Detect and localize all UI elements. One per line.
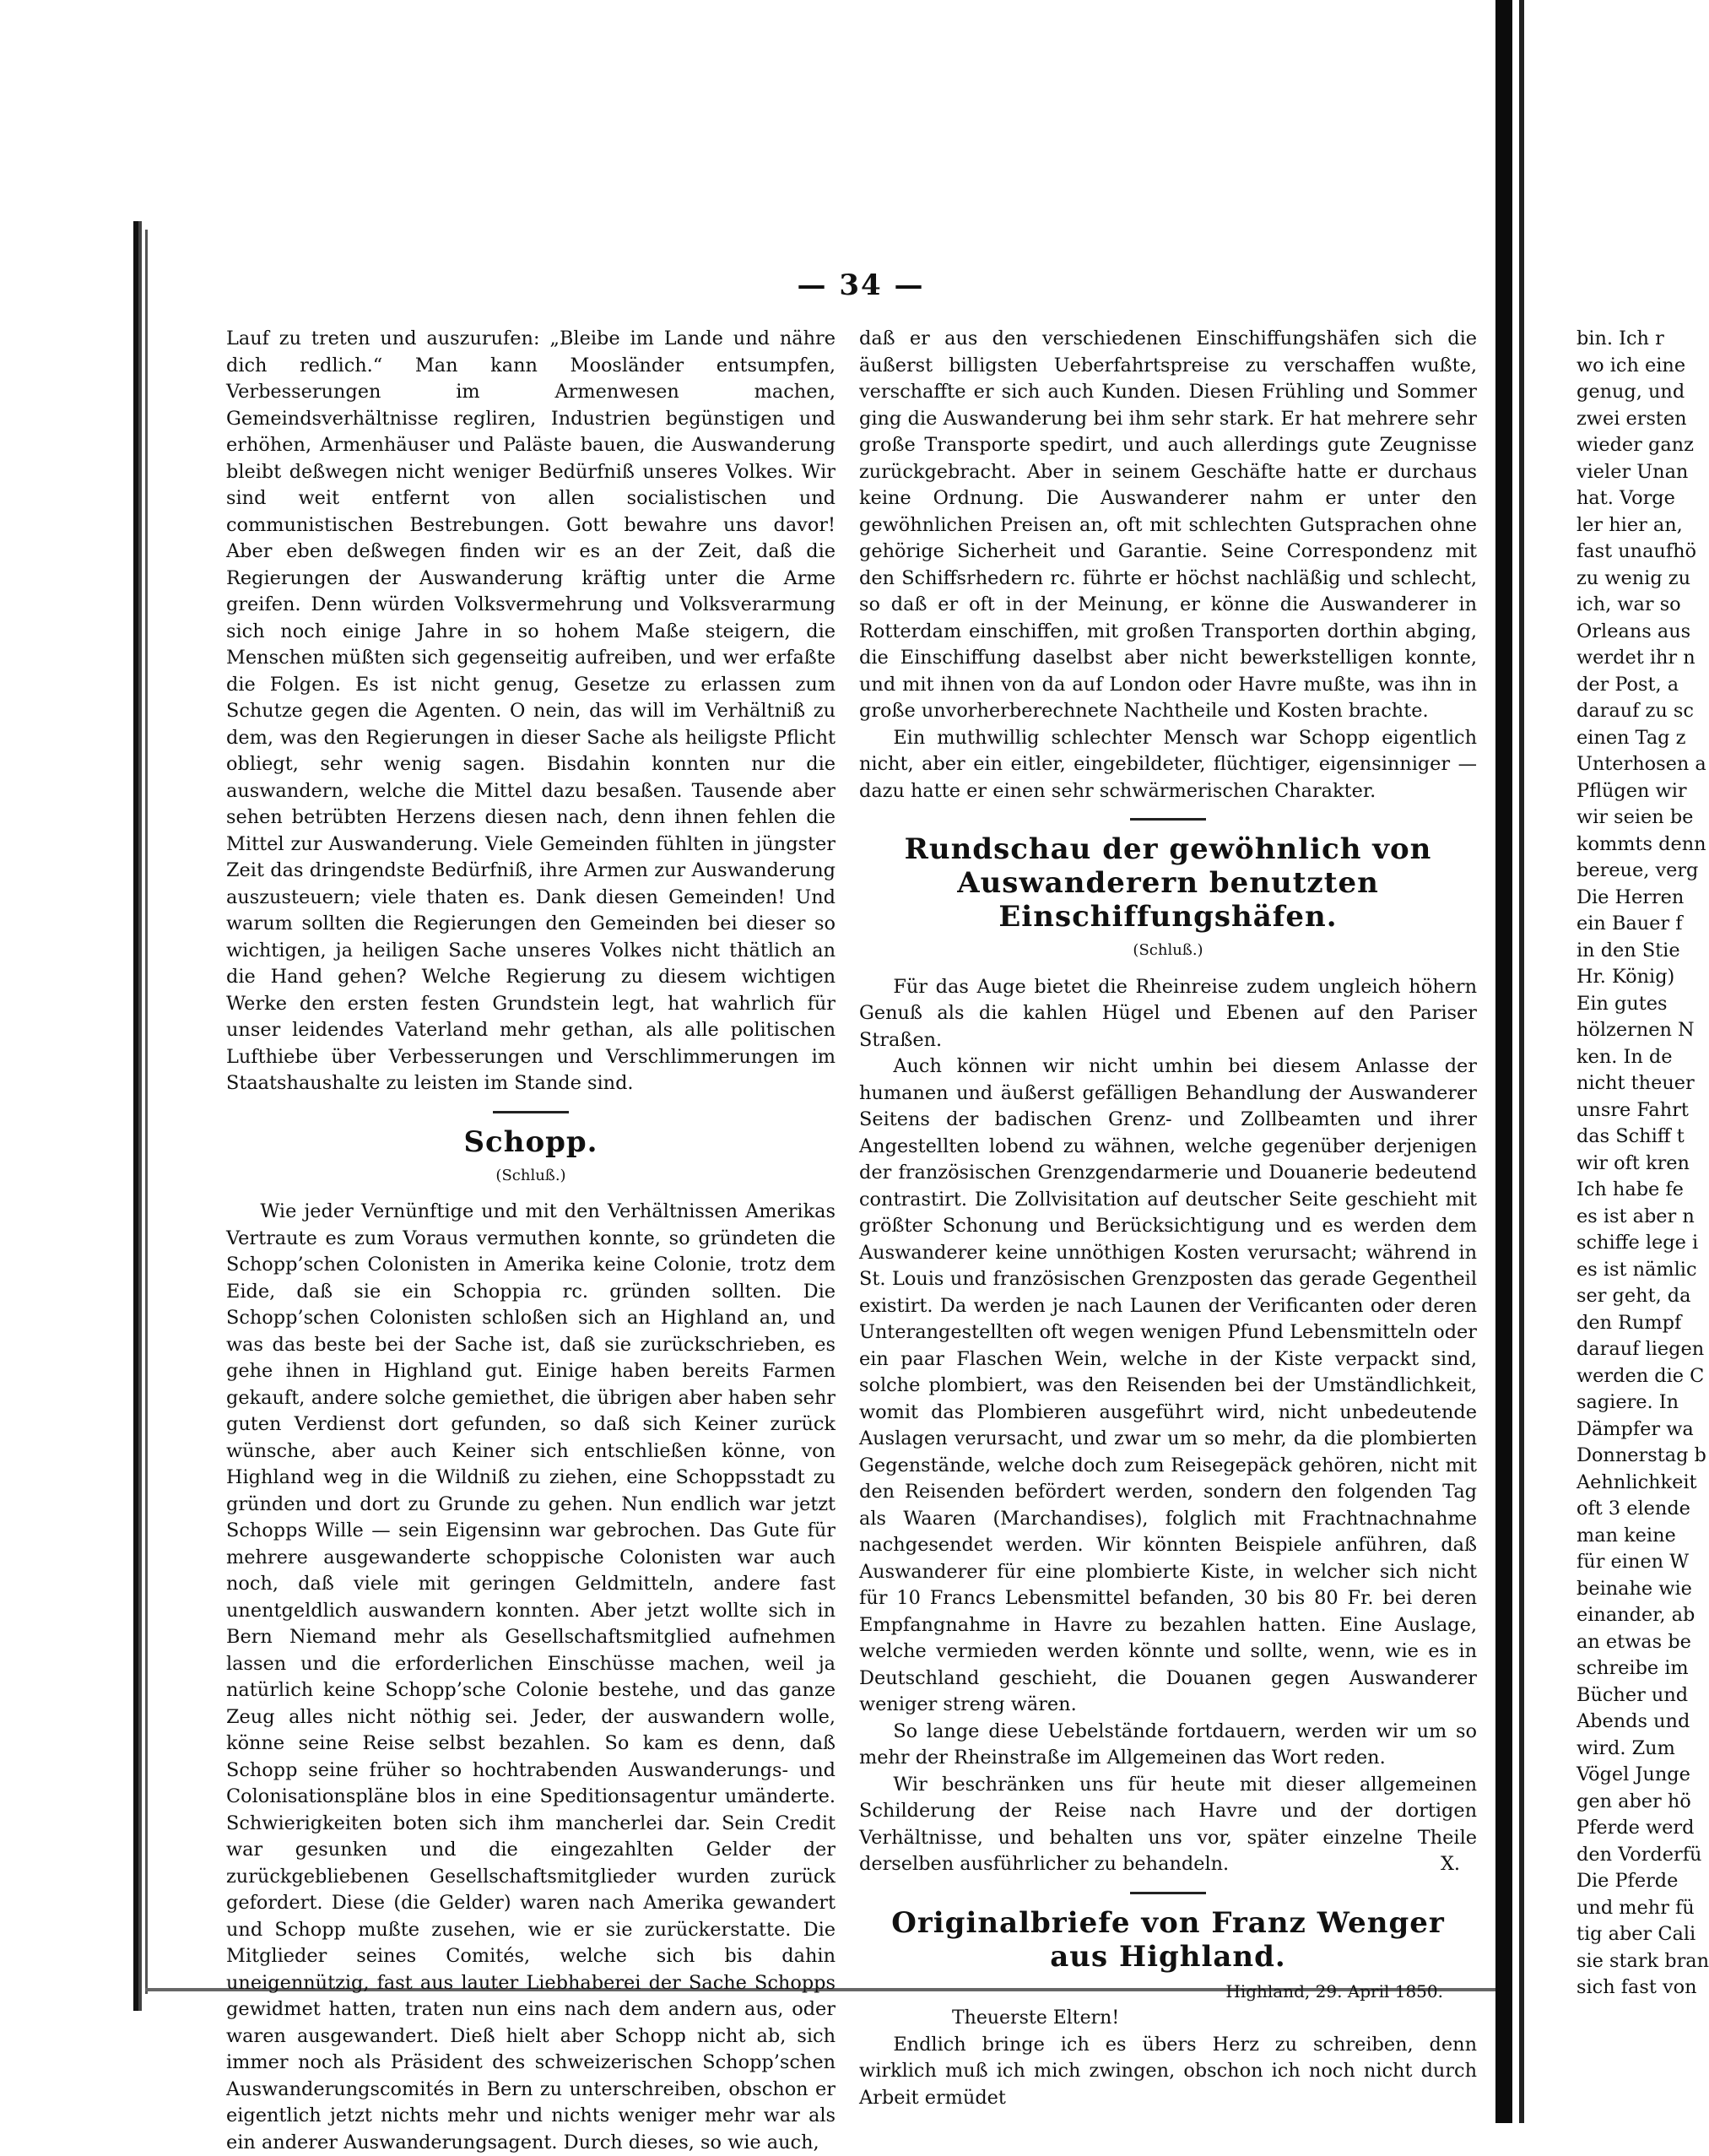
cropped-line: ich, war so xyxy=(1576,593,1681,615)
cropped-line: wir oft kren xyxy=(1576,1151,1690,1174)
cropped-line: schiffe lege i xyxy=(1576,1232,1699,1254)
paragraph-schopp-end: Ein muthwillig schlechter Mensch war Schopp eigentlich nicht, aber ein eitler, eingebildeter, flüchtiger, eigensinniger — dazu hatte er einen sehr schwärmerischen Charakter. xyxy=(859,726,1477,802)
paragraph-rundschau-4 xyxy=(859,1772,1477,1878)
cropped-line: kommts denn xyxy=(1576,832,1706,855)
cropped-line: Abends und xyxy=(1576,1710,1690,1732)
cropped-line: den Rumpf xyxy=(1576,1311,1682,1334)
letter-dateline: Highland, 29. April 1850. xyxy=(1225,1980,1443,2002)
cropped-line: ler hier an, xyxy=(1576,513,1683,536)
cropped-line: und mehr fü xyxy=(1576,1896,1695,1919)
column-middle xyxy=(859,326,1477,2111)
cropped-line: zwei ersten xyxy=(1576,407,1687,430)
cropped-line: wird. Zum xyxy=(1576,1736,1675,1759)
cropped-line: einen Tag z xyxy=(1576,726,1686,749)
cropped-line: Die Herren xyxy=(1576,886,1685,908)
column-right-cropped xyxy=(1576,326,1709,2002)
cropped-line: vieler Unan xyxy=(1576,460,1689,483)
cropped-line: für einen W xyxy=(1576,1551,1690,1573)
cropped-line: an etwas be xyxy=(1576,1630,1691,1653)
article-title-rundschau: Rundschau der gewöhnlich von Auswanderern benutzten Einschiffungshäfen. xyxy=(904,832,1432,934)
cropped-line: sagiere. In xyxy=(1576,1391,1679,1413)
cropped-line: werden die C xyxy=(1576,1364,1705,1387)
cropped-line: Vögel Junge xyxy=(1576,1763,1690,1785)
cropped-line: man keine xyxy=(1576,1524,1676,1547)
cropped-line: bereue, verg xyxy=(1576,859,1699,881)
cropped-line: darauf liegen xyxy=(1576,1338,1705,1360)
cropped-line: wir seien be xyxy=(1576,806,1694,828)
cropped-line: sich fast von xyxy=(1576,1976,1697,1998)
article-title-schopp: Schopp. xyxy=(463,1124,598,1159)
gutter-bar xyxy=(1495,0,1512,2123)
paragraph-schopp-continued: daß er aus den verschiedenen Einschiffungshäfen sich die äußerst billigsten Ueberfahrtspreise zu verschaffen wußte, verschaffte er sich auch Kunden. Diesen Frühling und Sommer ging die Auswanderung bei ihm sehr stark. Er hat mehrere sehr große Transporte spedirt, und auch allerdings gute Zeugnisse zurückgebracht. Aber in seinem Geschäfte hatte er durchaus keine Ordnung. Die Auswanderer nahm er unter den gewöhnlichen Preisen an, oft mit schlechten Gutsprachen ohne gehörige Sicherheit und Garantie. Seine Correspondenz mit den Schiffsrhedern rc. führte er höchst nachläßig und schlecht, so daß er oft in der Meinung, er könne die Auswanderer in Rotterdam einschiffen, mit großen Transporten dorthin abging, die Einschiffung daselbst aber nicht bewerkstelligen konnte, und mit ihnen von da auf London oder Havre mußte, was ihn in große unvorherberechnete Nachtheile und Kosten brachte. xyxy=(859,328,1477,722)
article-subtitle-rundschau: (Schluß.) xyxy=(1133,941,1203,959)
cropped-line: wieder ganz xyxy=(1576,434,1694,456)
cropped-line: nicht theuer xyxy=(1576,1072,1695,1094)
cropped-line: es ist nämlic xyxy=(1576,1258,1697,1281)
paragraph-emigration-appeal: Lauf zu treten und auszurufen: „Bleibe im Lande und nähre dich redlich.“ Man kann Moosländer entsumpfen, Verbesserungen im Armenwesen machen, Gemeindsverhältnisse regliren, Industrien begünstigen und erhöhen, Armenhäuser und Paläste bauen, die Auswanderung bleibt deßwegen nicht weniger Bedürfniß unseres Volkes. Wir sind weit entfernt von allen socialistischen und communistischen Bestrebungen. Gott bewahre uns davor! Aber eben deßwegen finden wir es an der Zeit, daß die Regierungen der Auswanderung kräftig unter die Arme greifen. Denn würden Volksvermehrung und Volksverarmung sich noch einige Jahre in so hohem Maße steigern, die Menschen müßten sich gegenseitig aufreiben, und wer erfaßte die Folgen. Es ist nicht genug, Gesetze zu erlassen zum Schutze gegen die Agenten. O nein, das will im Verhältniß zu dem, was den Regierungen in dieser Sache als heiligste Pflicht obliegt, sehr wenig sagen. Bisdahin konnten nur die auswandern, welche die Mittel dazu besaßen. Tausende aber sehen betrübten Herzens diesen nach, denn ihnen fehlen die Mittel zur Auswanderung. Viele Gemeinden fühlten in jüngster Zeit das dringendste Bedürfniß, ihre Armen zur Auswanderung auszusteuern; viele thaten es. Dank diesen Gemeinden! Und warum sollten die Regierungen den Gemeinden bei dieser so wichtigen, ja heiligen Sache unseres Volkes nicht thätlich an die Hand gehen? Welche Regierung zu diesem wichtigen Werke den ersten festen Grundstein legt, hat wahrlich für unser leidendes Vaterland mehr gethan, als alle politischen Lufthiebe über Verbesserungen und Verschlimmerungen im Staatshaushalte zu leisten im Stande sind. xyxy=(226,328,836,1094)
cropped-line: den Vorderfü xyxy=(1576,1843,1702,1866)
article-title-letters: Originalbriefe von Franz Wenger aus Highland. xyxy=(891,1905,1445,1974)
paragraph-rundschau-1: Für das Auge bietet die Rheinreise zudem ungleich höhern Genuß als die kahlen Hügel und Ebenen auf den Pariser Straßen. xyxy=(859,975,1477,1051)
cropped-line: hat. Vorge xyxy=(1576,487,1675,509)
cropped-line: tig aber Cali xyxy=(1576,1923,1696,1945)
cropped-line: darauf zu sc xyxy=(1576,700,1694,722)
section-divider xyxy=(493,1111,569,1113)
cropped-line: Aehnlichkeit xyxy=(1576,1471,1697,1493)
cropped-line: Hr. König) xyxy=(1576,966,1675,988)
cropped-line: oft 3 elende xyxy=(1576,1498,1690,1519)
paragraph-schopp: Wie jeder Vernünftige und mit den Verhältnissen Amerikas Vertraute es zum Voraus vermuthen konnte, so gründeten die Schopp’schen Colonisten in Amerika keine Colonie, trotz dem Eide, daß sie ein Schoppia rc. gründen sollten. Die Schopp’schen Colonisten schloßen sich an Highland an, und was das beste bei der Sache ist, daß sie zurückschrieben, es gehe ihnen in Highland gut. Einige haben bereits Farmen gekauft, andere solche gemiethet, die übrigen aber haben sehr guten Verdienst dort gefunden, so daß sich Keiner zurück wünsche, aber auch Keiner sich entschließen könne, von Highland weg in die Wildniß zu ziehen, eine Schoppsstadt zu gründen und dort zu Grunde zu gehen. Nun endlich war jetzt Schopps Wille — sein Eigensinn war gebrochen. Das Gute für mehrere ausgewanderte schoppische Colonisten war auch noch, daß viele mit geringen Geldmitteln, andere fast unentgeldlich auswandern konnten. Aber jetzt wollte sich in Bern Niemand mehr als Gesellschaftsmitglied aufnehmen lassen und die erforderlichen Einschüsse machen, weil ja natürlich keine Schopp’sche Colonie bestehe, und das ganze Zeug alles nicht nöthig sei. Jeder, der auswandern wolle, könne seine Reise selbst bezahlen. So kam es denn, daß Schopp seine früher so hochtrabenden Auswanderungs- und Colonisationspläne blos in eine Speditionsagentur umänderte. Schwierigkeiten boten sich ihm mancherlei dar. Sein Credit war gesunken und die eingezahlten Gelder der zurückgebliebenen Gesellschaftsmitglieder wurden zurück gefordert. Diese (die Gelder) waren nach Amerika gewandert und Schopp mußte zusehen, wie er sie zurückerstatte. Die Mitglieder seines Comités, welche sich bis dahin uneigennützig, fast aus lauter Liebhaberei der Sache Schopps gewidmet hatten, traten nun eins nach dem andern aus, oder waren ausgewandert. Dieß hielt aber Schopp nicht ab, sich immer noch als Präsident des schweizerischen Schopp’schen Auswanderungscomités in Bern zu unterschreiben, obschon er eigentlich jetzt nichts mehr und nichts weniger mehr war als ein anderer Auswanderungsagent. Durch dieses, so wie auch, xyxy=(226,1200,836,2153)
cropped-line: in den Stie xyxy=(1576,939,1680,962)
paragraph-rundschau-3: So lange diese Uebelstände fortdauern, werden wir um so mehr der Rheinstraße im Allgemeinen das Wort reden. xyxy=(859,1720,1477,1769)
cropped-line: Donnerstag b xyxy=(1576,1444,1706,1466)
cropped-line: ser geht, da xyxy=(1576,1285,1691,1307)
cropped-line: Ich habe fe xyxy=(1576,1178,1684,1200)
section-divider xyxy=(1130,818,1206,821)
cropped-line: genug, und xyxy=(1576,381,1685,403)
cropped-line: Pflügen wir xyxy=(1576,779,1687,802)
article-subtitle-schopp: (Schluß.) xyxy=(495,1166,566,1184)
cropped-line: werdet ihr n xyxy=(1576,647,1695,669)
cropped-line: hölzernen N xyxy=(1576,1019,1695,1041)
letter-salutation: Theuerste Eltern! xyxy=(952,2007,1120,2029)
cropped-line: Orleans aus xyxy=(1576,620,1691,642)
cropped-line: das Schiff t xyxy=(1576,1125,1685,1147)
cropped-line: Unterhosen a xyxy=(1576,753,1706,775)
cropped-line: bin. Ich r xyxy=(1576,328,1664,349)
author-signature: X. xyxy=(1440,1853,1460,1875)
cropped-line: Dämpfer wa xyxy=(1576,1417,1694,1440)
cropped-line: einander, ab xyxy=(1576,1604,1695,1626)
paragraph-letter-1: Endlich bringe ich es übers Herz zu schreiben, denn wirklich muß ich mich zwingen, obschon ich noch nicht durch Arbeit ermüdet xyxy=(859,2033,1477,2109)
page-number: — 34 — xyxy=(797,268,925,302)
page-edge-inner xyxy=(145,230,148,1994)
cropped-line: beinahe wie xyxy=(1576,1577,1692,1600)
paragraph-rundschau-2: Auch können wir nicht umhin bei diesem Anlasse der humanen und äußerst gefälligen Behandlung der Auswanderer Seitens der badischen Grenz- und Zollbeamten und ihrer Angestellten lobend zu wähnen, welche gegenüber derjenigen der französischen Grenzgendarmerie und Douanerie bedeutend contrastirt. Die Zollvisitation auf deutscher Seite geschieht mit größter Schonung und Berücksichtigung und es werden dem Auswanderer keine unnöthigen Kosten verursacht; während in St. Louis und französischen Grenzposten das gerade Gegentheil existirt. Da werden je nach Launen der Verificanten oder deren Unterangestellten oft wegen wenigen Pfund Lebensmitteln oder ein paar Flaschen Wein, welche in der Kiste verpackt sind, solche plombiert, was den Reisenden bei der Umständlichkeit, womit das Plombieren ausgeführt wird, nicht unbedeutende Auslagen verursacht, und zwar um so mehr, da die plombierten Gegenstände, welche doch zum Reisegepäck gehören, nicht mit den Reisenden befördert werden, sondern den folgenden Tag als Waaren (Marchandises), folglich mit Frachtnachnahme nachgesendet werden. Wir könnten Beispiele anführen, daß Auswanderer für eine plombierte Kiste, in welcher sich nicht für 10 Francs Lebensmittel befanden, 30 bis 80 Fr. bei deren Empfangnahme in Havre zu bezahlen hatten. Eine Auslage, welche vermieden werden könnte und sollte, wenn, wie es in Deutschland geschieht, die Douanen gegen Auswanderer weniger streng wären. xyxy=(859,1055,1477,1715)
cropped-line: Bücher und xyxy=(1576,1683,1689,1706)
cropped-line: wo ich eine xyxy=(1576,354,1686,376)
column-left xyxy=(226,326,836,2156)
cropped-line: ken. In de xyxy=(1576,1045,1673,1068)
page-edge-left xyxy=(133,221,142,2011)
cropped-line: fast unaufhö xyxy=(1576,540,1697,562)
paragraph-rundschau-4-text: Wir beschränken uns für heute mit dieser allgemeinen Schilderung der Reise nach Havre und der dortigen Verhältnisse, und behalten uns vor, später einzelne Theile derselben ausführlicher zu behandeln. xyxy=(859,1773,1477,1875)
cropped-line: schreibe im xyxy=(1576,1657,1689,1679)
cropped-line: Die Pferde xyxy=(1576,1870,1679,1892)
cropped-line: unsre Fahrt xyxy=(1576,1098,1689,1121)
cropped-line: Pferde werd xyxy=(1576,1817,1695,1839)
cropped-line: es ist aber n xyxy=(1576,1205,1695,1227)
cropped-line: sie stark bran xyxy=(1576,1949,1709,1972)
gutter-bar-secondary xyxy=(1519,0,1524,2123)
cropped-line: ein Bauer f xyxy=(1576,913,1683,934)
section-divider xyxy=(1130,1892,1206,1894)
cropped-line: Ein gutes xyxy=(1576,992,1668,1015)
cropped-line: der Post, a xyxy=(1576,673,1679,696)
cropped-line: zu wenig zu xyxy=(1576,566,1690,589)
cropped-line: gen aber hö xyxy=(1576,1790,1691,1812)
